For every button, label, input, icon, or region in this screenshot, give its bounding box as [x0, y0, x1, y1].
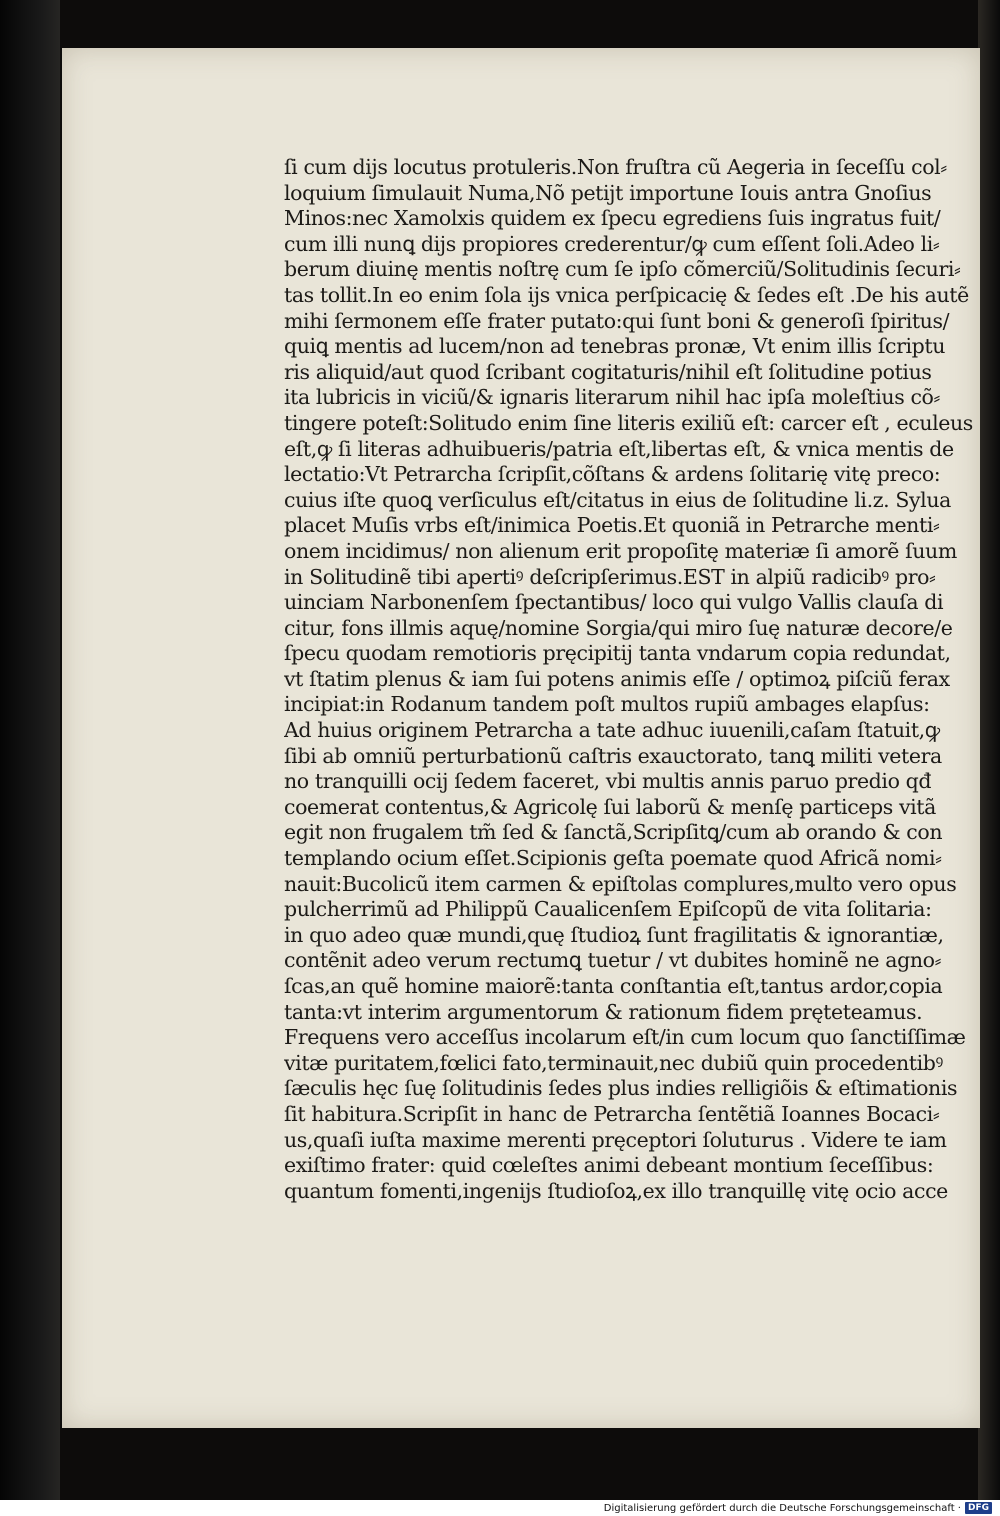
dfg-logo: DFG — [965, 1502, 992, 1514]
text-line: vt ſtatim plenus & iam ſui potens animis eſſe / optimoꝝ piſciũ ferax — [284, 666, 950, 691]
text-line: cuius iſte quoꝗ verſiculus eſt/citatus in eius de ſolitudine li.z. Sylua — [284, 487, 951, 512]
text-line: contẽnit adeo verum rectumꝗ tuetur / vt dubites hominẽ ne agno⸗ — [284, 948, 941, 973]
text-line: uinciam Narbonenſem ſpectantibus/ loco qui vulgo Vallis clauſa di — [284, 590, 944, 615]
text-line: tas tollit.In eo enim ſola ijs vnica perſpicacię & ſedes eſt .De his autẽ — [284, 282, 969, 307]
text-line: Ad huius originem Petrarcha a tate adhuc iuuenili,caſam ſtatuit,ꝙ — [284, 718, 940, 743]
text-line: exiſtimo frater: quid cœleſtes animi debeant montium ſeceſſibus: — [284, 1153, 934, 1178]
text-line: berum diuinę mentis noſtrę cum ſe ipſo cõmerciũ/Solitudinis ſecuri⸗ — [284, 257, 961, 282]
text-line: vitæ puritatem,fœlici fato,terminauit,nec dubiũ quin procedentibꝰ — [284, 1050, 943, 1075]
text-line: in Solitudinẽ tibi apertiꝰ deſcripſerimus.EST in alpiũ radicibꝰ pro⸗ — [284, 564, 936, 589]
text-line: ſit habitura.Scripſit in hanc de Petrarcha ſentẽtiã Ioannes Bocaci⸗ — [284, 1101, 940, 1126]
text-line: cum illi nunꝗ dijs propiores crederentur/ꝙ cum eſſent ſoli.Adeo li⸗ — [284, 231, 940, 256]
text-line: tanta:vt interim argumentorum & rationum fidem pręteteamus. — [284, 999, 923, 1024]
text-line: ſcas,an quẽ homine maiorẽ:tanta conſtantia eſt,tantus ardor,copia — [284, 974, 943, 998]
text-line: tingere poteſt:Solitudo enim ſine literis exiliũ eſt: carcer eſt , eculeus — [284, 410, 973, 435]
text-line: in quo adeo quæ mundi,quę ſtudioꝝ ſunt fragilitatis & ignorantiæ, — [284, 922, 944, 947]
text-line: ris aliquid/aut quod ſcribant cogitaturis/nihil eſt ſolitudine potius — [284, 359, 932, 384]
text-line: incipiat:in Rodanum tandem poſt multos rupiũ ambages elapſus: — [284, 692, 930, 717]
text-line: citur, fons illmis aquę/nomine Sorgia/qui miro ſuę naturæ decore/e — [284, 615, 953, 640]
text-line: loquium ſimulauit Numa,Nõ petijt importune Iouis antra Gnoſius — [284, 180, 932, 205]
text-line: Frequens vero acceſſus incolarum eſt/in cum locum quo ſanctiſſimæ — [284, 1025, 966, 1050]
text-line: onem incidimus/ non alienum erit propoſitę materiæ ſi amorẽ ſuum — [284, 538, 957, 563]
credit-text: Digitalisierung gefördert durch die Deutsche Forschungsgemeinschaft · — [603, 1502, 961, 1514]
text-line: eſt,ꝙ ſi literas adhuibueris/patria eſt,libertas eſt, & vnica mentis de — [284, 436, 954, 461]
text-line: ſi cum dijs locutus protuleris.Non fruſtra cũ Aegeria in ſeceſſu col⸗ — [284, 155, 947, 179]
text-line: templando ocium eſſet.Scipionis geſta poemate quod Africã nomi⸗ — [284, 846, 942, 871]
text-line: quantum fomenti,ingenijs ſtudioſoꝝ,ex illo tranquillę vitę ocio acce — [284, 1178, 948, 1203]
text-line: us,quaſi iuſta maxime merenti pręceptori ſoluturus . Videre te iam — [284, 1127, 947, 1152]
text-line: nauit:Bucolicũ item carmen & epiſtolas complures,multo vero opus — [284, 871, 957, 896]
text-line: pulcherrimũ ad Philippũ Caualicenſem Epiſcopũ de vita ſolitaria: — [284, 897, 932, 922]
text-line: mihi ſermonem eſſe frater putato:qui ſunt boni & generoſi ſpiritus/ — [284, 308, 950, 333]
text-line: lectatio:Vt Petrarcha ſcripſit,cõſtans & ardens ſolitarię vitę preco: — [284, 462, 941, 487]
book-spine-shadow — [0, 0, 60, 1500]
page-text-block — [284, 155, 984, 1225]
text-line: quiꝗ mentis ad lucem/non ad tenebras pronæ, Vt enim illis ſcriptu — [284, 334, 946, 359]
digitization-credit — [604, 1500, 992, 1516]
text-line: ſæculis hęc ſuę ſolitudinis ſedes plus indies relligiõis & eſtimationis — [284, 1076, 958, 1101]
text-line: placet Muſis vrbs eſt/inimica Poetis.Et quoniã in Petrarche menti⸗ — [284, 513, 940, 538]
text-line: ſibi ab omniũ perturbationũ caſtris exauctorato, tanꝗ militi vetera — [284, 743, 942, 768]
text-line: coemerat contentus,& Agricolę ſui laborũ & menſę particeps vitã — [284, 794, 936, 819]
text-line: ita lubricis in viciũ/& ignaris literarum nihil hac ipſa moleſtius cõ⸗ — [284, 385, 940, 410]
text-line: no tranquilli ocij ſedem faceret, vbi multis annis paruo predio qđ — [284, 769, 932, 794]
text-line: egit non frugalem tm̃ ſed & ſanctã,Scripſitꝗ/cum ab orando & con — [284, 820, 943, 845]
text-line: ſpecu quodam remotioris pręcipitij tanta vndarum copia redundat, — [284, 641, 951, 666]
text-line: Minos:nec Xamolxis quidem ex ſpecu egrediens ſuis ingratus fuit/ — [284, 206, 941, 231]
